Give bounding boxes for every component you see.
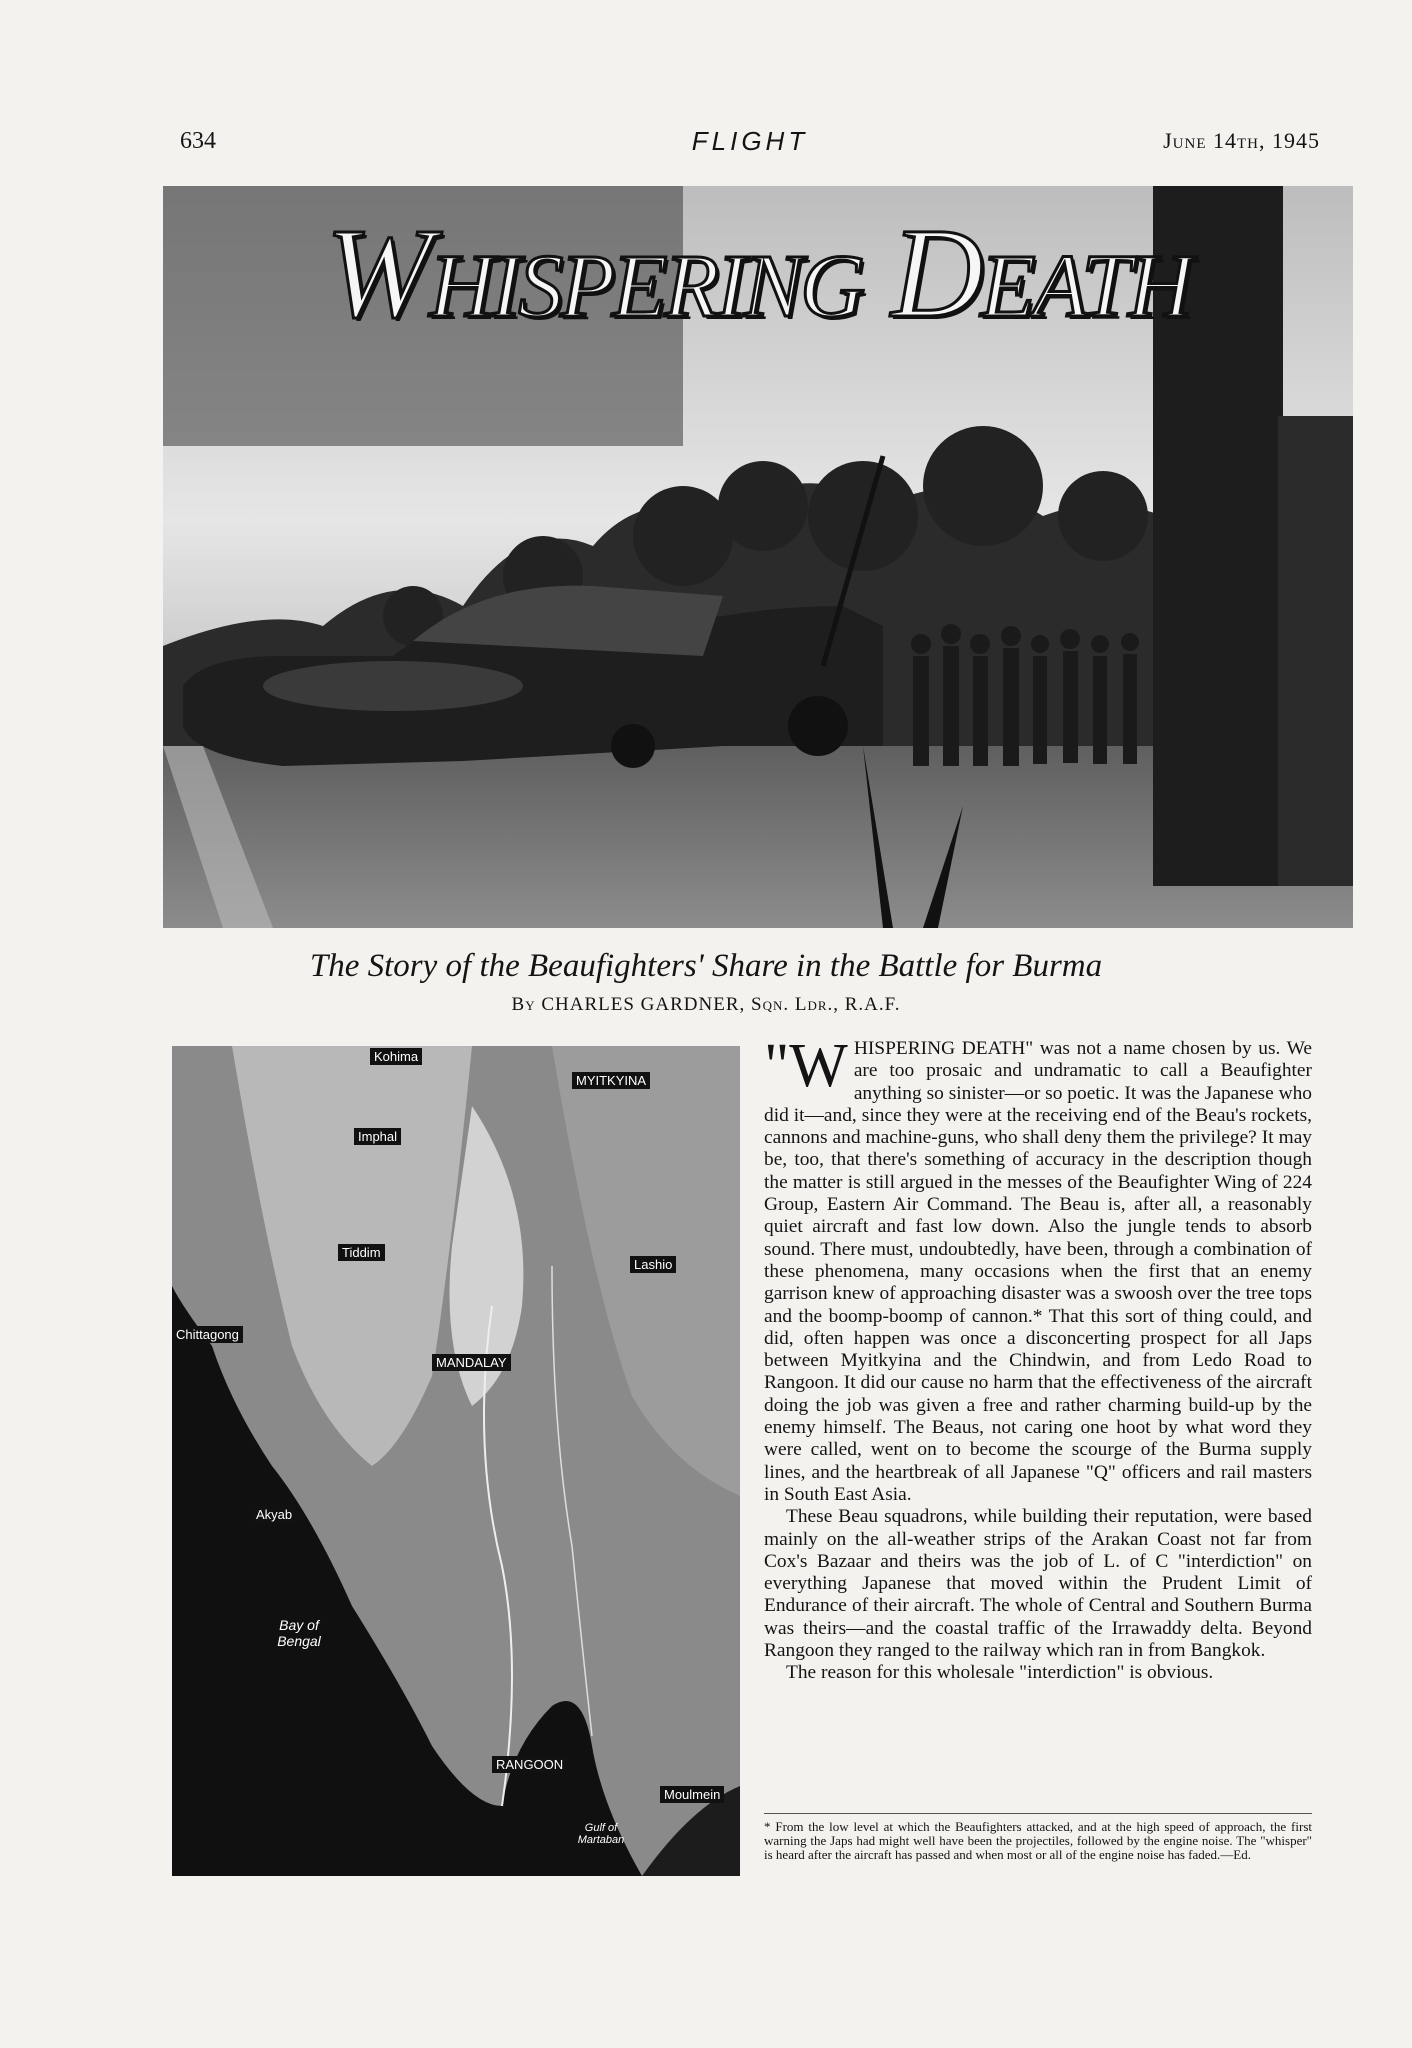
headline-banner [163,186,1353,361]
map-label-mandalay: MANDALAY [432,1354,511,1371]
map-illustration [172,1046,740,1876]
page-header [180,128,1320,168]
editor-footnote: * From the low level at which the Beaufighters attacked, and at the high speed of approach, the first warning the Japs had might well have been the projectiles, followed by the engine noise. The "whisper" is heard after the aircraft has passed and when most or all of the engine noise has faded.—Ed. [764,1813,1312,1862]
map-label-imphal: Imphal [354,1128,401,1145]
map-label-moulmein: Moulmein [660,1786,724,1803]
map-label-lashio: Lashio [630,1256,676,1273]
article-body [764,1032,1312,1685]
beaufighter-photo [163,186,1353,928]
article-paragraph-2: These Beau squadrons, while building their reputation, were based mainly on the all-weather strips of the Arakan Coast not far from Cox's Bazaar and theirs was the job of L. of C "interdiction" on everything Japanese that moved within the Prudent Limit of Endurance of their aircraft. The whole of Central and Southern Burma was theirs—and the coastal traffic of the Irrawaddy delta. Beyond Rangoon they ranged to the railway which ran in from Bangkok. [764,1506,1312,1662]
issue-date: June 14th, 1945 [1163,128,1320,153]
article-paragraph-1: "WHISPERING DEATH" was not a name chosen by us. We are too prosaic and undramatic to call a Beaufighter anything so sinister—or so poetic. It was the Japanese who did it—and, since they were at the receiving end of the Beau's rockets, cannons and machine-guns, who shall deny them the privilege? It may be, too, that there's something of accuracy in the description though the matter is still argued in the messes of the Beaufighter Wing of 224 Group, Eastern Air Command. The Beau is, after all, a reasonably quiet aircraft and fast low down. Also the jungle tends to absorb sound. There must, undoubtedly, have been, through a combination of these phenomena, many occasions when the first that an enemy garrison knew of approaching disaster was a swoosh over the tree tops and the boomp-boomp of cannon.* That this sort of thing could, and did, often happen was once a disconcerting prospect for all Japs between Myitkyina and the Chindwin, and from Ledo Road to Rangoon. It did our cause no harm that the effectiveness of the aircraft doing the job was given a free and rather charming build-up by the enemy himself. The Beaus, not caring one hoot by what word they were called, went on to become the scourge of the Burma supply lines, and the heartbreak of all Japanese "Q" officers and rail masters in South East Asia. [764,1032,1312,1505]
map-label-chittagong: Chittagong [172,1326,243,1343]
headline: Whispering Death [325,202,1191,344]
map-label-tiddim: Tiddim [338,1244,385,1261]
map-label-bay-of-bengal: Bay of Bengal [277,1617,321,1649]
article-byline [0,994,1412,1016]
magazine-title: FLIGHT [691,126,809,156]
burma-map [172,1046,740,1876]
article-subtitle: The Story of the Beaufighters' Share in the Battle for Burma [309,948,1103,984]
map-label-rangoon: RANGOON [492,1756,567,1773]
map-label-kohima: Kohima [370,1048,422,1065]
article-paragraph-3: The reason for this wholesale "interdiction" is obvious. [786,1662,1214,1684]
page-number: 634 [180,128,216,154]
map-label-gulf-of-martaban: Gulf of Martaban [577,1822,625,1846]
map-label-myitkyina: MYITKYINA [572,1072,650,1089]
map-label-akyab: Akyab [252,1506,296,1523]
byline-text: By CHARLES GARDNER, Sqn. Ldr., R.A.F. [511,994,901,1015]
